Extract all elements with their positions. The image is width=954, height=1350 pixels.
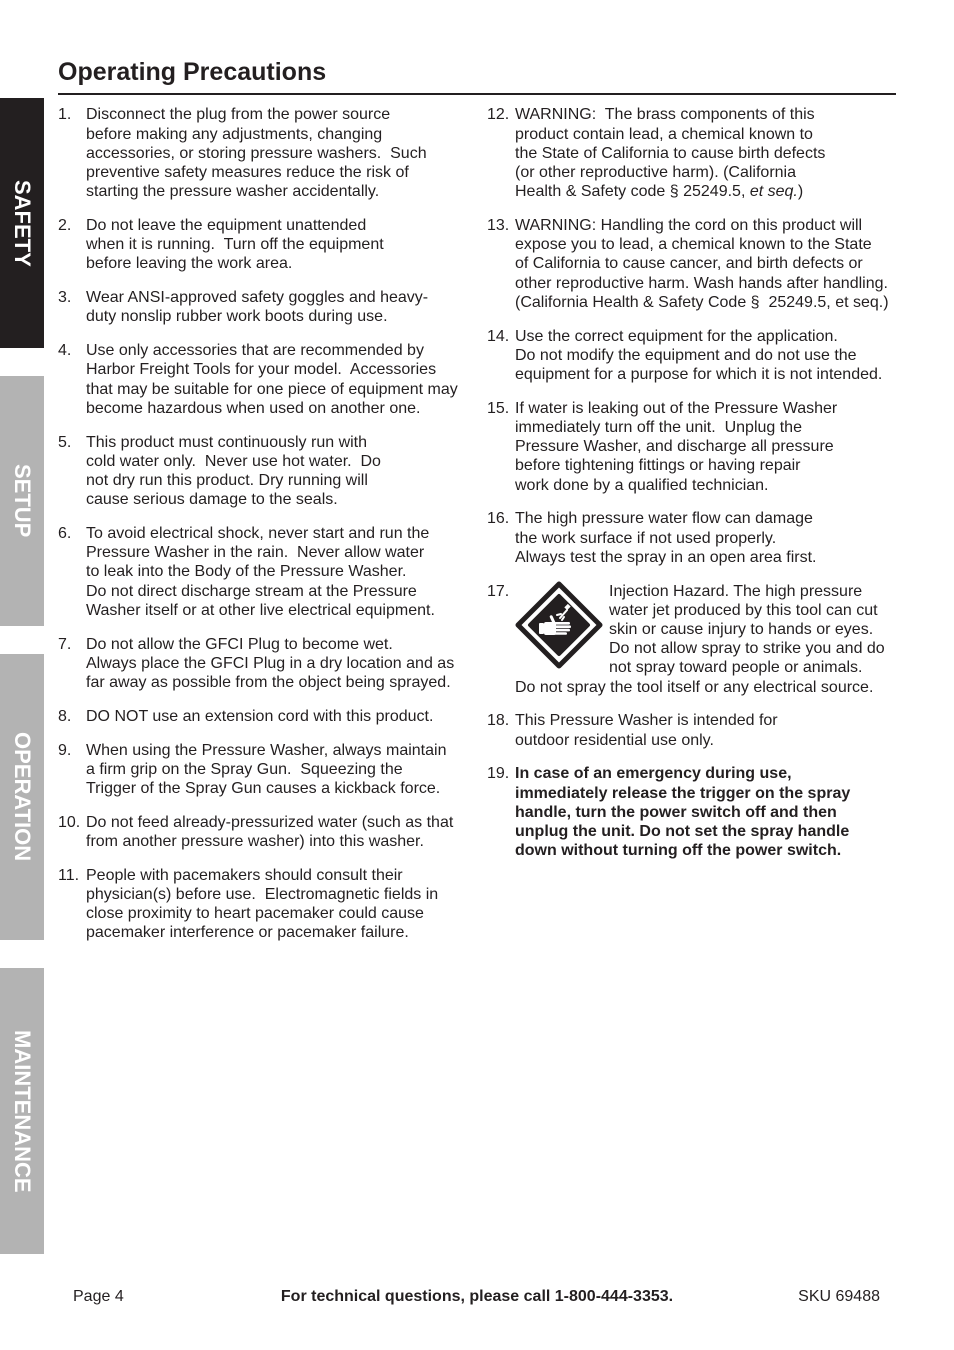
precaution-number: 8. — [58, 707, 72, 725]
precaution-line: close proximity to heart pacemaker could cause — [86, 905, 424, 923]
section-tab-label: SAFETY — [10, 179, 35, 267]
precaution-number: 11. — [58, 866, 80, 884]
precaution-text — [515, 711, 907, 749]
precaution-line: skin or cause injury to hands or eyes. — [609, 621, 874, 639]
precaution-line: the State of California to cause birth defects — [515, 144, 826, 162]
precaution-number: 9. — [58, 741, 72, 759]
page-title: Operating Precautions — [58, 58, 327, 86]
precaution-line: duty nonslip rubber work boots during use. — [86, 308, 388, 326]
precaution-line: preventive safety measures reduce the risk of — [86, 164, 409, 181]
section-tab-label: MAINTENANCE — [10, 1029, 35, 1193]
precaution-line — [515, 182, 907, 201]
precaution-line: work done by a qualified technician. — [515, 476, 769, 494]
injection-hazard-symbol — [515, 581, 603, 669]
precaution-line: that may be suitable for one piece of equipment may — [86, 380, 458, 398]
precaution-line: physician(s) before use. Electromagnetic fields in — [86, 886, 439, 904]
precaution-item-6 — [58, 524, 470, 620]
precaution-line: far away as possible from the object being sprayed. — [86, 674, 451, 692]
precaution-line: (California Health & Safety Code § 25249.5, et seq.) — [515, 293, 889, 311]
precaution-line: cold water only. Never use hot water. Do — [86, 452, 381, 470]
precaution-text — [86, 813, 470, 851]
precaution-line: Do not leave the equipment unattended — [86, 217, 367, 234]
precaution-item-16 — [487, 509, 907, 567]
precaution-line: Use only accessories that are recommended by — [86, 342, 424, 360]
precaution-number: 17. — [487, 582, 510, 600]
precaution-line: expose you to lead, a chemical known to the State — [515, 236, 872, 254]
precaution-line: Harbor Freight Tools for your model. Accessories — [86, 361, 437, 379]
precaution-text — [86, 866, 470, 943]
precaution-line: Do not allow the GFCI Plug to become wet. — [86, 635, 393, 653]
precaution-item-14 — [487, 327, 907, 385]
precaution-text — [86, 524, 470, 620]
precaution-line: Do not direct discharge stream at the Pressure — [86, 582, 417, 600]
precaution-text — [515, 764, 907, 860]
section-tab-setup — [0, 376, 44, 626]
precaution-line: a firm grip on the Spray Gun. Squeezing the — [86, 760, 403, 778]
precaution-item-2 — [58, 216, 470, 274]
precaution-line: other reproductive harm. Wash hands after handling. — [515, 274, 888, 292]
hazard-row — [515, 582, 907, 678]
precaution-number: 3. — [58, 289, 72, 307]
precaution-number: 16. — [487, 510, 510, 528]
precaution-line: (or other reproductive harm). (California — [515, 164, 796, 181]
precaution-number: 4. — [58, 342, 72, 360]
section-tab-safety — [0, 98, 44, 348]
precaution-item-18 — [487, 711, 907, 749]
precaution-line: starting the pressure washer accidentally. — [86, 183, 380, 201]
precaution-line: Always test the spray in an open area first. — [515, 548, 817, 566]
sku-label: SKU 69488 — [798, 1288, 880, 1305]
precaution-text — [515, 399, 907, 495]
precaution-number: 15. — [487, 399, 510, 417]
precaution-item-8 — [58, 707, 470, 726]
precautions-column-right — [487, 105, 907, 875]
precaution-line: Do not allow spray to strike you and do — [609, 640, 885, 658]
precaution-line: People with pacemakers should consult their — [86, 866, 403, 884]
precaution-line: to leak into the Body of the Pressure Washer. — [86, 563, 407, 581]
precaution-line: Pressure Washer, and discharge all pressure — [515, 438, 834, 456]
precaution-item-17 — [487, 582, 907, 697]
precaution-item-1 — [58, 105, 470, 201]
precaution-line: Do not modify the equipment and do not use the — [515, 346, 857, 364]
precaution-text — [86, 216, 470, 274]
text-segment: Health & Safety code § 25249.5, — [515, 183, 750, 201]
precaution-text — [86, 341, 470, 418]
precaution-line: Pressure Washer in the rain. Never allow water — [86, 544, 425, 562]
precaution-text — [86, 635, 470, 693]
precaution-line: Do not feed already-pressurized water (such as that — [86, 813, 454, 831]
precaution-item-15 — [487, 399, 907, 495]
precaution-line: This Pressure Washer is intended for — [515, 712, 778, 730]
precaution-line: accessories, or storing pressure washers. Such — [86, 144, 427, 162]
precaution-text — [86, 433, 470, 510]
precaution-line: handle, turn the power switch off and then — [515, 803, 837, 821]
precaution-text — [515, 582, 907, 697]
emphasized-text: et seq. — [749, 183, 798, 201]
precaution-line: In case of an emergency during use, — [515, 765, 792, 783]
precaution-item-12 — [487, 105, 907, 201]
precaution-line: Trigger of the Spray Gun causes a kickback force. — [86, 780, 441, 798]
text-segment: ) — [797, 183, 804, 201]
precaution-line: If water is leaking out of the Pressure Washer — [515, 399, 838, 417]
precaution-number: 10. — [58, 813, 81, 831]
precaution-line: WARNING: Handling the cord on this product will — [515, 217, 863, 234]
support-phone-note: For technical questions, please call 1-800-444-3353. — [280, 1288, 674, 1305]
precaution-line: before leaving the work area. — [86, 255, 293, 273]
precaution-number: 18. — [487, 712, 510, 730]
precaution-text — [86, 741, 470, 799]
precaution-item-11 — [58, 866, 470, 943]
precaution-line: WARNING: The brass components of this — [515, 106, 815, 124]
precaution-text — [86, 288, 470, 326]
title-rule — [58, 93, 896, 95]
precaution-line: Washer itself or at other live electrical equipment. — [86, 601, 435, 619]
precaution-line: of California to cause cancer, and birth defects or — [515, 255, 863, 273]
precaution-item-13 — [487, 216, 907, 312]
precaution-line: Injection Hazard. The high pressure — [609, 582, 863, 600]
precautions-column-left — [58, 105, 470, 957]
precaution-line: Disconnect the plug from the power source — [86, 106, 391, 124]
precaution-item-5 — [58, 433, 470, 510]
precaution-item-3 — [58, 288, 470, 326]
precaution-text — [86, 707, 470, 726]
precaution-line: water jet produced by this tool can cut — [609, 601, 878, 619]
precaution-line: Use the correct equipment for the application. — [515, 327, 838, 345]
precaution-line: To avoid electrical shock, never start and run the — [86, 525, 430, 543]
precaution-line: product contain lead, a chemical known to — [515, 125, 813, 143]
precaution-number: 5. — [58, 433, 72, 451]
precaution-number: 1. — [58, 106, 72, 124]
precaution-line: The high pressure water flow can damage — [515, 510, 813, 528]
precaution-line: This product must continuously run with — [86, 433, 368, 451]
precaution-line: immediately release the trigger on the spray — [515, 784, 851, 802]
precaution-item-4 — [58, 341, 470, 418]
precaution-item-10 — [58, 813, 470, 851]
precaution-line: pacemaker interference or pacemaker failure. — [86, 924, 409, 942]
precaution-line: not spray toward people or animals. — [609, 659, 863, 677]
precaution-line: not dry run this product. Dry running will — [86, 472, 368, 490]
precaution-line: before making any adjustments, changing — [86, 125, 383, 143]
precaution-line: the work surface if not used properly. — [515, 529, 777, 547]
precaution-line: from another pressure washer) into this washer. — [86, 833, 424, 851]
precaution-number: 19. — [487, 765, 510, 783]
precaution-line: unplug the unit. Do not set the spray handle — [515, 823, 850, 841]
page-number: Page 4 — [73, 1288, 124, 1305]
precaution-text — [515, 509, 907, 567]
section-tab-maintenance — [0, 968, 44, 1254]
precaution-line: Do not spray the tool itself or any electrical source. — [515, 678, 874, 696]
precaution-line: cause serious damage to the seals. — [86, 491, 338, 509]
precaution-line: When using the Pressure Washer, always maintain — [86, 741, 447, 759]
precaution-text — [515, 327, 907, 385]
precaution-line: become hazardous when used on another one. — [86, 399, 421, 417]
precaution-number: 13. — [487, 217, 510, 234]
precaution-text — [515, 105, 907, 201]
precaution-line: down without turning off the power switch. — [515, 842, 842, 860]
precaution-item-9 — [58, 741, 470, 799]
precaution-line: before tightening fittings or having repair — [515, 457, 801, 475]
section-tab-operation — [0, 654, 44, 940]
precaution-number: 6. — [58, 525, 72, 543]
precaution-line: immediately turn off the unit. Unplug the — [515, 419, 802, 437]
precaution-number: 2. — [58, 217, 72, 234]
precaution-text — [86, 105, 470, 201]
precaution-number: 7. — [58, 635, 72, 653]
precaution-number: 12. — [487, 106, 510, 124]
hazard-text — [609, 582, 885, 678]
precaution-line: DO NOT use an extension cord with this product. — [86, 707, 434, 725]
precaution-item-7 — [58, 635, 470, 693]
section-tab-label: OPERATION — [10, 732, 35, 862]
precaution-line: when it is running. Turn off the equipment — [86, 236, 384, 254]
precaution-line: equipment for a purpose for which it is not intended. — [515, 366, 883, 384]
section-tab-label: SETUP — [10, 464, 35, 538]
precaution-text — [515, 216, 907, 312]
injection-hazard-icon — [515, 582, 603, 678]
precaution-item-19 — [487, 764, 907, 860]
precaution-line: Always place the GFCI Plug in a dry location and as — [86, 654, 455, 672]
precaution-line: Wear ANSI-approved safety goggles and heavy- — [86, 289, 429, 307]
precaution-number: 14. — [487, 327, 510, 345]
precaution-line: outdoor residential use only. — [515, 731, 714, 749]
